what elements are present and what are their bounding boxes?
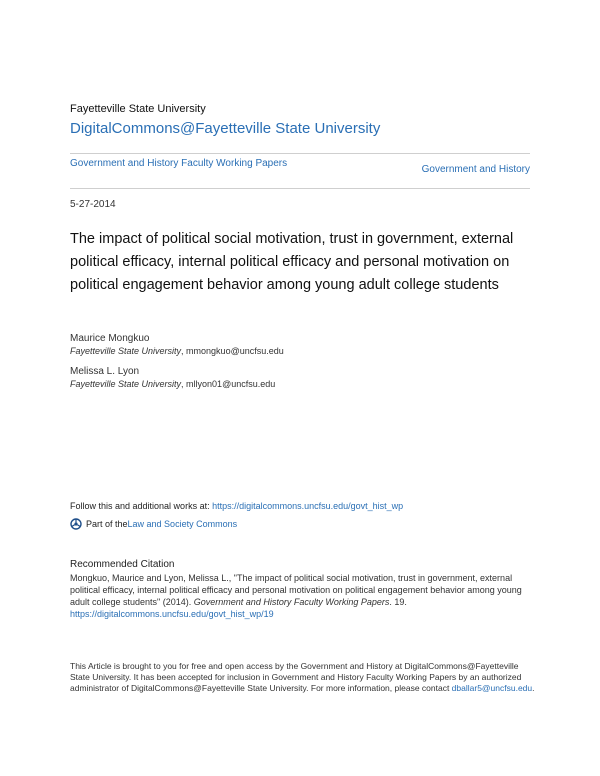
publication-date: 5-27-2014	[70, 199, 116, 210]
divider-top	[70, 153, 530, 154]
citation-body: Mongkuo, Maurice and Lyon, Melissa L., "The impact of political social motivation, trust in government, external political efficacy, internal political efficacy and personal motivation on political engagement behavior among young adult college students" (2014).	[70, 573, 522, 607]
department-link[interactable]: Government and History	[421, 164, 530, 175]
citation-text	[70, 572, 535, 620]
author-name: Melissa L. Lyon	[70, 366, 140, 377]
author-affiliation	[70, 346, 284, 356]
author-email: , mmongkuo@uncfsu.edu	[181, 346, 284, 356]
paper-title: The impact of political social motivation, trust in government, external political efficacy, internal political efficacy and personal motivation on political engagement behavior among young adult college students	[70, 231, 514, 293]
author-affiliation	[70, 379, 275, 389]
affiliation-name: Fayetteville State University	[70, 379, 182, 389]
follow-prefix: Follow this and additional works at:	[70, 501, 213, 511]
divider-middle	[70, 188, 530, 189]
citation-series: Government and History Faculty Working Papers	[193, 597, 390, 607]
follow-link[interactable]: https://digitalcommons.uncfsu.edu/govt_hist_wp	[212, 501, 404, 511]
series-link[interactable]: Government and History Faculty Working Papers	[70, 158, 288, 169]
contact-email-link[interactable]: dballar5@uncfsu.edu	[451, 683, 533, 693]
affiliation-name: Fayetteville State University	[70, 346, 182, 356]
citation-heading: Recommended Citation	[70, 559, 175, 570]
network-icon	[70, 518, 82, 530]
citation-link[interactable]: https://digitalcommons.uncfsu.edu/govt_hist_wp/19	[70, 609, 274, 619]
citation-number: . 19.	[389, 597, 407, 607]
author-email: , mllyon01@uncfsu.edu	[181, 379, 276, 389]
repository-link[interactable]: DigitalCommons@Fayetteville State University	[70, 120, 381, 137]
access-notice	[70, 661, 535, 694]
part-of-line	[70, 518, 237, 530]
law-society-commons-link[interactable]: Law and Society Commons	[127, 519, 238, 529]
follow-line	[70, 500, 403, 512]
notice-text: This Article is brought to you for free and open access by the Government and History at DigitalCommons@Fayetteville State University. It has been accepted for inclusion in Government and History Faculty Working Papers by an authorized administrator of DigitalCommons@Fayetteville State University. For more information, please contact	[70, 661, 522, 693]
author-name: Maurice Mongkuo	[70, 333, 150, 344]
institution-name: Fayetteville State University	[70, 103, 206, 115]
part-of-prefix: Part of the	[86, 519, 128, 529]
notice-end: .	[532, 683, 535, 693]
